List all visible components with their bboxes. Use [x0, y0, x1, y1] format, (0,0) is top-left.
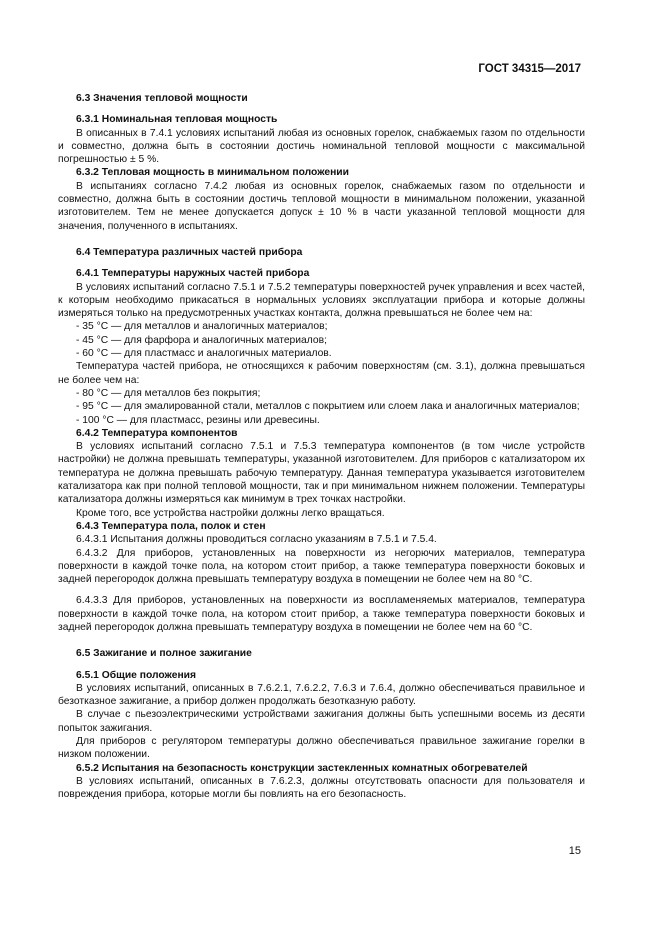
- page-number: 15: [568, 845, 581, 857]
- paragraph: В описанных в 7.4.1 условиях испытаний любая из основных горелок, снабжаемых газом по отдельности и совместно, должна быть в состоянии достичь номинальной тепловой мощности с максимальной погрешностью ± 5 %.: [58, 127, 585, 166]
- paragraph: В испытаниях согласно 7.4.2 любая из основных горелок, снабжаемых газом по отдельности и совместно, должна быть в состоянии достичь тепловой мощности в минимальном положении, указанной изготовителем. Тем не менее допускается допуск ± 10 % в части указанной тепловой мощности для значения, полученного в испытаниях.: [58, 180, 585, 232]
- list-item: - 35 °С — для металлов и аналогичных материалов;: [76, 321, 328, 333]
- section-6-4-title: 6.4 Температура различных частей прибора: [76, 246, 303, 258]
- subsection-6-4-1-title: 6.4.1 Температуры наружных частей прибора: [76, 268, 310, 280]
- subsection-6-4-3-title: 6.4.3 Температура пола, полок и стен: [76, 520, 266, 532]
- list-item: - 45 °С — для фарфора и аналогичных материалов;: [76, 334, 327, 346]
- subsection-6-5-1-title: 6.5.1 Общие положения: [76, 669, 196, 681]
- paragraph: 6.4.3.3 Для приборов, установленных на поверхности из воспламеняемых материалов, температура поверхности в каждой точке пола, на котором стоит прибор, а также температура поверхности боковых и задней перегородок должна превышать температуру воздуха в помещении не более чем на 60 °С.: [58, 595, 585, 633]
- paragraph: В случае с пьезоэлектрическими устройствами зажигания должны быть успешными восемь из десяти попыток зажигания.: [58, 709, 585, 734]
- list-item: - 95 °С — для эмалированной стали, металлов с покрытием или слоем лака и аналогичных материалов;: [76, 401, 580, 413]
- subsection-6-3-2-title: 6.3.2 Тепловая мощность в минимальном положении: [76, 167, 349, 179]
- paragraph: Для приборов с регулятором температуры должно обеспечиваться правильное зажигание горелки в низком положении.: [58, 736, 585, 761]
- paragraph: Температура частей прибора, не относящихся к рабочим поверхностям (см. 3.1), должна превышаться не более чем на:: [58, 361, 585, 386]
- paragraph: 6.4.3.2 Для приборов, установленных на поверхности из негорючих материалов, температура поверхности в каждой точке пола, на котором стоит прибор, а также температура поверхности боковых и задней перегородок должна превышать температуру воздуха в помещении не более чем на 80 °С.: [58, 547, 585, 586]
- section-6-5-title: 6.5 Зажигание и полное зажигание: [76, 648, 252, 660]
- paragraph: 6.4.3.1 Испытания должны проводиться согласно указаниям в 7.5.1 и 7.5.4.: [76, 534, 437, 546]
- subsection-6-5-2-title: 6.5.2 Испытания на безопасность конструкции застекленных комнатных обогревателей: [76, 762, 528, 774]
- list-item: - 80 °С — для металлов без покрытия;: [76, 387, 261, 399]
- subsection-6-4-2-title: 6.4.2 Температура компонентов: [76, 427, 238, 439]
- list-item: - 100 °С — для пластмасс, резины или древесины.: [76, 414, 320, 426]
- subsection-6-3-1-title: 6.3.1 Номинальная тепловая мощность: [76, 114, 278, 126]
- document-header: ГОСТ 34315—2017: [478, 63, 581, 75]
- paragraph: Кроме того, все устройства настройки должны легко вращаться.: [76, 507, 385, 519]
- paragraph: В условиях испытаний, описанных в 7.6.2.3, должны отсутствовать опасности для пользователя и повреждения прибора, которые могли бы повлиять на его безопасность.: [58, 775, 585, 801]
- page-body: [58, 92, 585, 802]
- paragraph: В условиях испытаний, описанных в 7.6.2.1, 7.6.2.2, 7.6.3 и 7.6.4, должно обеспечиваться правильное и безотказное зажигание, а прибор должен продолжать безотказную работу.: [58, 682, 585, 708]
- list-item: - 60 °С — для пластмасс и аналогичных материалов.: [76, 348, 332, 360]
- paragraph: В условиях испытаний согласно 7.5.1 и 7.5.3 температура компонентов (в том числе устройств настройки) не должна превышать температуры, указанной изготовителем. Для приборов с катализатором их температура не должна превышать рабочую температуру. Данная температура указывается изготовителем катализатора как при полной тепловой мощности, так и при минимальном нижнем положении. Температуры катализатора должны измеряться как минимум в трех точках настройки.: [58, 441, 585, 506]
- paragraph: В условиях испытаний согласно 7.5.1 и 7.5.2 температуры поверхностей ручек управления и всех частей, к которым необходимо прикасаться в нормальных условиях эксплуатации прибора и которые должны измеряться только на предусмотренных участках контакта, должна превышаться не более чем на:: [58, 281, 585, 320]
- section-6-3-title: 6.3 Значения тепловой мощности: [76, 93, 248, 104]
